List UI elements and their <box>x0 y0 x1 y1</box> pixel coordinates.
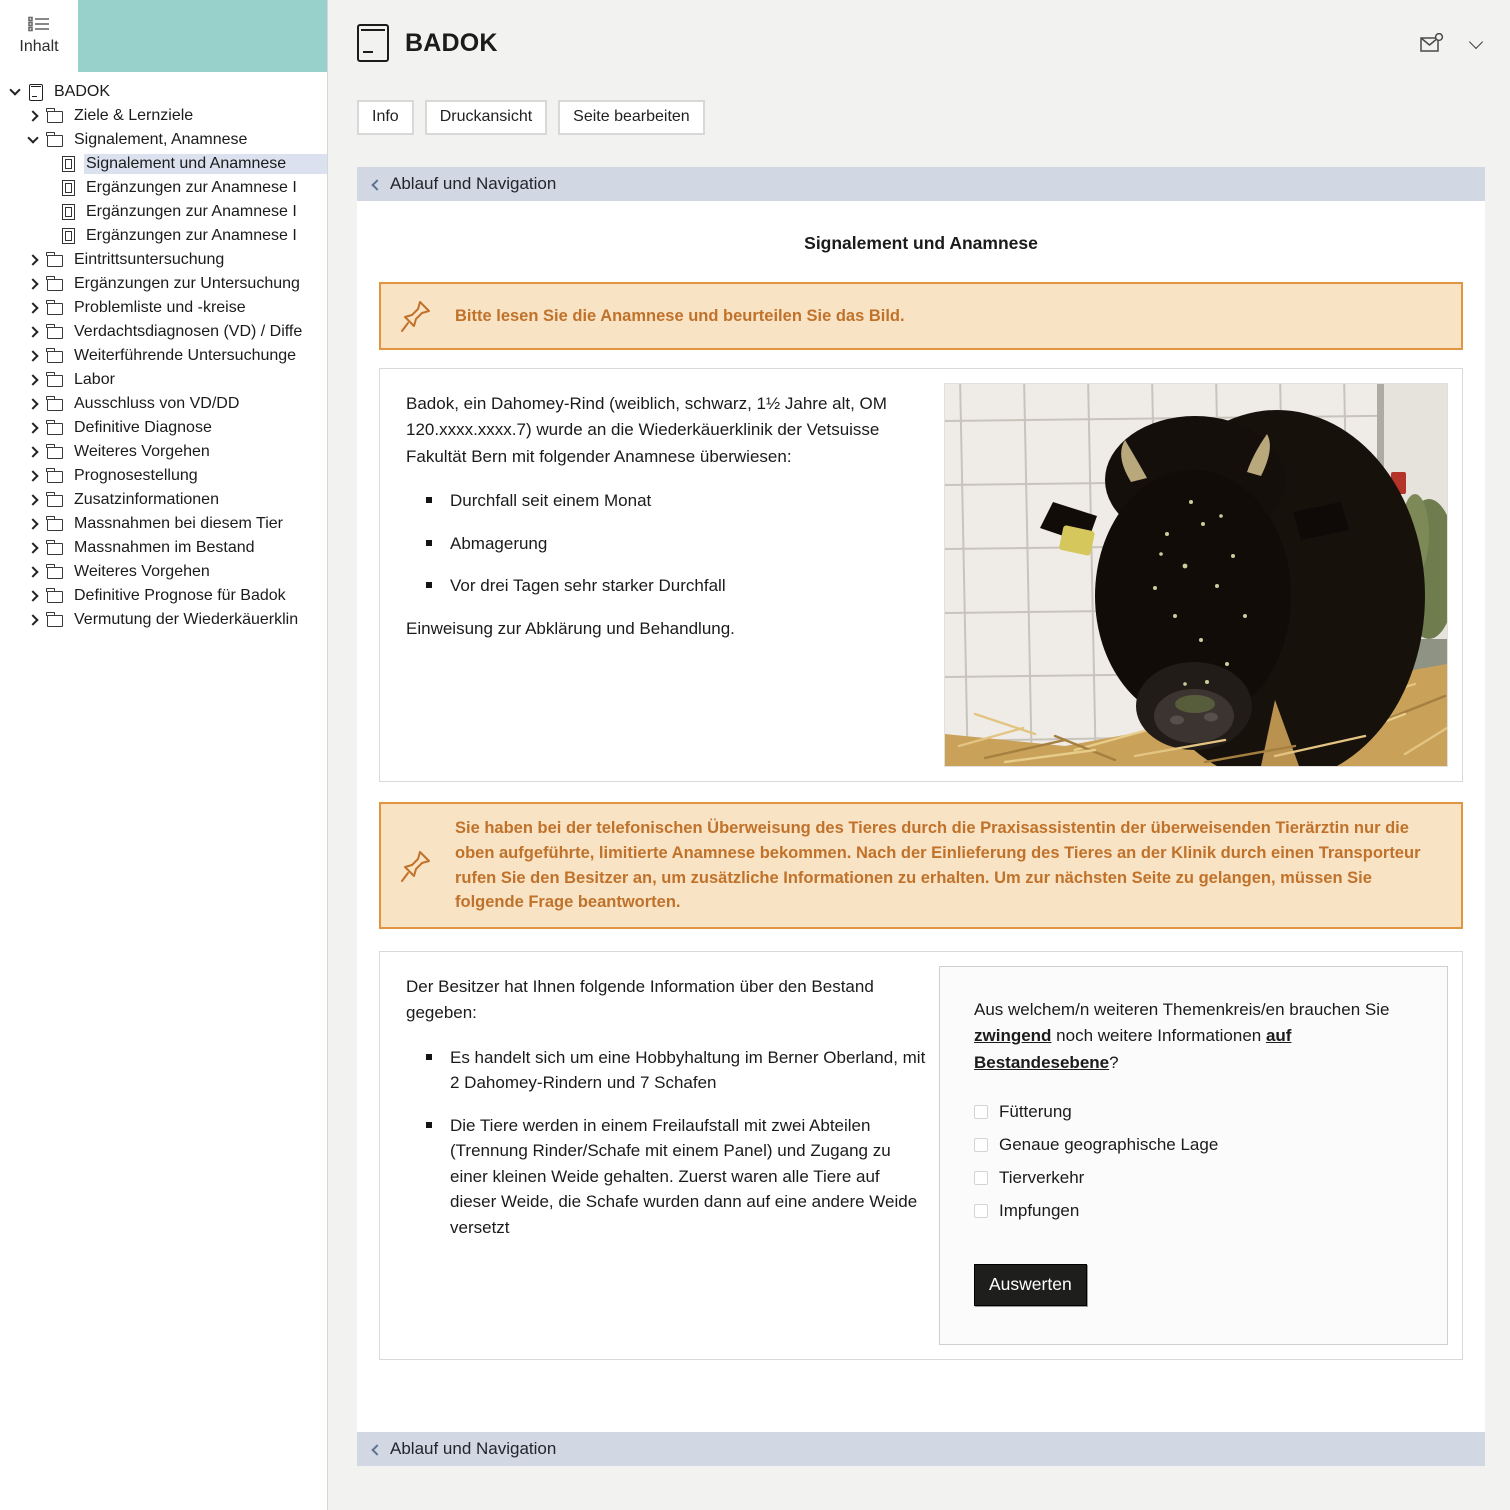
checkbox-label: Fütterung <box>999 1102 1072 1122</box>
checkbox-option-impfungen[interactable] <box>974 1201 1413 1221</box>
list-item: Vor drei Tagen sehr starker Durchfall <box>424 573 929 599</box>
checkbox-label: Genaue geographische Lage <box>999 1135 1219 1155</box>
folder-icon <box>47 495 63 507</box>
question-text-part: ? <box>1109 1052 1119 1072</box>
folder-icon <box>47 543 63 555</box>
toolbar <box>329 62 1510 135</box>
tree-item-label: Zusatzinformationen <box>74 491 219 508</box>
checkbox-option-geographische-lage[interactable] <box>974 1135 1413 1155</box>
tree-item-label: Weiteres Vorgehen <box>74 443 210 460</box>
anamnese-intro: Badok, ein Dahomey-Rind (weiblich, schwarz, 1½ Jahre alt, OM 120.xxxx.xxxx.7) wurde an die Wiederkäuerklinik der Vetsuisse Fakultät Bern mit folgender Anamnese überwiesen: <box>406 394 887 466</box>
nav-bar-label: Ablauf und Navigation <box>390 174 557 193</box>
tree-item-label: Ergänzungen zur Anamnese I <box>86 203 297 220</box>
page-icon <box>62 180 75 196</box>
instruction-text: Sie haben bei der telefonischen Überweisung des Tieres durch die Praxisassistentin der überweisenden Tierärztin nur die oben aufgeführte, limitierte Anamnese bekommen. Nach der Einlieferung des Tieres an der Klinik durch einen Transporteur rufen Sie den Besitzer an, um zusätzliche Informationen zu erhalten. Um zur nächsten Seite zu gelangen, müssen Sie folgende Frage beantworten. <box>455 819 1421 912</box>
page-icon <box>62 156 75 172</box>
teal-banner <box>78 0 327 72</box>
bestand-text <box>394 966 939 1265</box>
info-button[interactable]: Info <box>357 100 414 135</box>
folder-icon <box>47 567 63 579</box>
tree-item[interactable] <box>0 296 327 320</box>
tree-item[interactable] <box>0 488 327 512</box>
chevron-left-icon <box>371 1445 380 1454</box>
folder-icon <box>47 135 63 147</box>
chevron-left-icon <box>371 180 380 189</box>
question-text-part: noch weitere Informationen <box>1051 1026 1266 1046</box>
question-card <box>939 966 1448 1345</box>
nav-bar-bottom[interactable] <box>357 1432 1485 1466</box>
mail-status-icon[interactable] <box>1420 33 1444 53</box>
bestand-intro: Der Besitzer hat Ihnen folgende Information über den Bestand gegeben: <box>406 977 874 1023</box>
anamnese-box <box>379 368 1463 782</box>
anamnese-list <box>424 488 929 599</box>
tree-item-label: Prognosestellung <box>74 467 198 484</box>
folder-icon <box>47 423 63 435</box>
anamnese-outro: Einweisung zur Abklärung und Behandlung. <box>406 618 735 638</box>
tree-item-label: Definitive Prognose für Badok <box>74 587 286 604</box>
tree-item[interactable] <box>0 320 327 344</box>
tree-item[interactable] <box>0 104 327 128</box>
list-item: Es handelt sich um eine Hobbyhaltung im Berner Oberland, mit 2 Dahomey-Rindern und 7 Schafen <box>424 1045 929 1096</box>
tree-item-label: Weiterführende Untersuchunge <box>74 347 297 364</box>
checkbox-option-fuetterung[interactable] <box>974 1102 1413 1122</box>
tree-item-label: Weiteres Vorgehen <box>74 563 210 580</box>
question-text-emphasis: auf Bestandesebene <box>974 1026 1292 1072</box>
page-title: BADOK <box>405 28 498 57</box>
book-icon <box>357 24 389 62</box>
chevron-right-icon[interactable] <box>28 303 38 313</box>
nav-bar-label: Ablauf und Navigation <box>390 1439 557 1459</box>
tree-item[interactable] <box>0 176 327 200</box>
question-text <box>974 997 1413 1076</box>
chevron-right-icon[interactable] <box>28 399 38 409</box>
chevron-right-icon[interactable] <box>28 519 38 529</box>
tree-item[interactable] <box>0 248 327 272</box>
folder-icon <box>47 303 63 315</box>
tree-item-label: Definitive Diagnose <box>74 419 212 436</box>
bestand-list <box>424 1045 929 1241</box>
tree-item[interactable] <box>0 536 327 560</box>
main-area <box>329 0 1510 1510</box>
tree-item[interactable] <box>0 416 327 440</box>
tree-item[interactable] <box>0 128 327 152</box>
tree-item[interactable] <box>0 512 327 536</box>
tree-item[interactable] <box>0 200 327 224</box>
edit-page-button[interactable]: Seite bearbeiten <box>558 100 705 135</box>
folder-icon <box>47 447 63 459</box>
tree-item-label: Signalement und Anamnese <box>84 154 327 174</box>
tree-item-label: Ergänzungen zur Anamnese I <box>86 227 297 244</box>
tree-item-label: Ergänzungen zur Untersuchung <box>74 275 300 292</box>
tree-item-label: Ausschluss von VD/DD <box>74 395 240 412</box>
folder-icon <box>47 591 63 603</box>
tree-item[interactable] <box>0 608 327 632</box>
folder-icon <box>47 255 63 267</box>
checkbox-label: Impfungen <box>999 1201 1080 1221</box>
tree-item[interactable] <box>0 464 327 488</box>
pushpin-icon <box>399 846 433 886</box>
tree-item-label: Ziele & Lernziele <box>74 107 194 124</box>
page-heading: Signalement und Anamnese <box>804 233 1038 253</box>
tree-item-label: Problemliste und -kreise <box>74 299 246 316</box>
page-icon <box>62 228 75 244</box>
lesson-panel <box>357 167 1485 1466</box>
folder-icon <box>47 327 63 339</box>
tree-item[interactable] <box>0 344 327 368</box>
checkbox[interactable] <box>974 1171 988 1185</box>
chevron-right-icon[interactable] <box>28 423 38 433</box>
case-photo-black-dahomey-cattle <box>944 383 1448 767</box>
folder-icon <box>47 351 63 363</box>
chevron-right-icon[interactable] <box>28 567 38 577</box>
chevron-right-icon[interactable] <box>28 279 38 289</box>
chevron-right-icon[interactable] <box>28 543 38 553</box>
chevron-right-icon[interactable] <box>28 471 38 481</box>
tree-item-label: Ergänzungen zur Anamnese I <box>86 179 297 196</box>
checkbox[interactable] <box>974 1204 988 1218</box>
bestand-box <box>379 951 1463 1360</box>
content-sidebar <box>0 0 328 1510</box>
tree-item[interactable] <box>0 272 327 296</box>
tree-item-label: Massnahmen bei diesem Tier <box>74 515 283 532</box>
chevron-right-icon[interactable] <box>28 591 38 601</box>
checkbox[interactable] <box>974 1138 988 1152</box>
question-text-part: Aus welchem/n weiteren Themenkreis/en brauchen Sie <box>974 1000 1390 1019</box>
pushpin-icon <box>399 296 433 336</box>
checkbox[interactable] <box>974 1105 988 1119</box>
folder-icon <box>47 399 63 411</box>
tree-item[interactable] <box>0 80 327 104</box>
tree-item-label: Labor <box>74 371 115 388</box>
tree-item-label: Signalement, Anamnese <box>74 131 248 148</box>
tree-item[interactable] <box>0 224 327 248</box>
tree-item[interactable] <box>0 392 327 416</box>
chevron-down-icon[interactable] <box>1470 36 1484 50</box>
tree-item-label: Massnahmen im Bestand <box>74 539 255 556</box>
anamnese-text <box>394 383 939 664</box>
folder-icon <box>47 279 63 291</box>
instruction-text: Bitte lesen Sie die Anamnese und beurteilen Sie das Bild. <box>455 306 905 325</box>
list-item: Abmagerung <box>424 531 929 557</box>
chevron-right-icon[interactable] <box>28 111 38 121</box>
tree-item[interactable] <box>0 584 327 608</box>
folder-icon <box>47 615 63 627</box>
question-text-emphasis: zwingend <box>974 1026 1052 1046</box>
tree-item[interactable] <box>0 368 327 392</box>
tree-item-label: Verdachtsdiagnosen (VD) / Diffe <box>74 323 303 340</box>
sidebar-toggle[interactable] <box>0 0 78 72</box>
tree-item[interactable] <box>0 440 327 464</box>
sidebar-title: Inhalt <box>19 38 59 55</box>
content-tree <box>0 72 327 632</box>
folder-icon <box>47 375 63 387</box>
page-content <box>357 201 1485 1396</box>
tree-item-label: Eintrittsuntersuchung <box>74 251 225 268</box>
chevron-down-icon[interactable] <box>28 135 38 145</box>
list-icon <box>28 16 50 32</box>
instruction-box <box>379 802 1463 929</box>
print-view-button[interactable]: Druckansicht <box>425 100 547 135</box>
folder-icon <box>47 519 63 531</box>
chevron-right-icon[interactable] <box>28 327 38 337</box>
module-icon <box>29 84 43 101</box>
tree-item-current-page[interactable] <box>0 152 327 176</box>
tree-item-label: BADOK <box>54 83 111 100</box>
tree-item-label: Vermutung der Wiederkäuerklin <box>74 611 299 628</box>
instruction-box <box>379 282 1463 350</box>
folder-icon <box>47 111 63 123</box>
list-item: Durchfall seit einem Monat <box>424 488 929 514</box>
chevron-right-icon[interactable] <box>28 615 38 625</box>
chevron-right-icon[interactable] <box>28 255 38 265</box>
nav-bar-top[interactable] <box>357 167 1485 201</box>
evaluate-button[interactable]: Auswerten <box>974 1264 1087 1306</box>
module-header <box>329 0 1510 62</box>
list-item: Die Tiere werden in einem Freilaufstall mit zwei Abteilen (Trennung Rinder/Schafe mit einem Panel) und Zugang zu einer kleinen Weide gehalten. Zuerst waren alle Tiere auf dieser Weide, die Schafe wurden dann auf eine andere Weide versetzt <box>424 1113 929 1241</box>
folder-icon <box>47 471 63 483</box>
sidebar-header <box>0 0 327 72</box>
chevron-right-icon[interactable] <box>28 447 38 457</box>
chevron-right-icon[interactable] <box>28 495 38 505</box>
checkbox-label: Tierverkehr <box>999 1168 1085 1188</box>
page-icon <box>62 204 75 220</box>
chevron-right-icon[interactable] <box>28 351 38 361</box>
checkbox-option-tierverkehr[interactable] <box>974 1168 1413 1188</box>
tree-item[interactable] <box>0 560 327 584</box>
chevron-down-icon[interactable] <box>10 87 20 97</box>
chevron-right-icon[interactable] <box>28 375 38 385</box>
